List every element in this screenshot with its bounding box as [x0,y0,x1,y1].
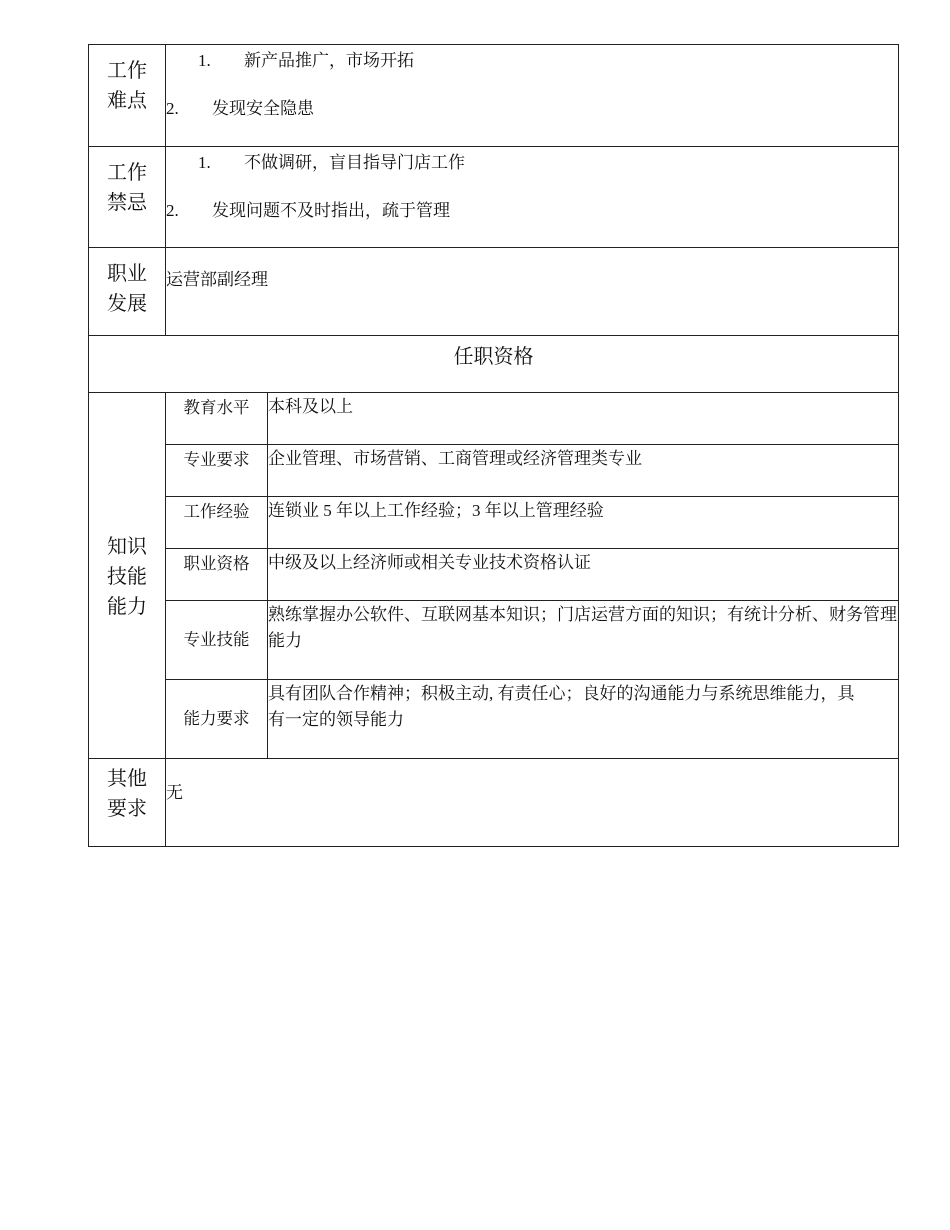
qualification-row [89,336,899,393]
job-spec-table [88,44,899,847]
certification-value: 中级及以上经济师或相关专业技术资格认证 [268,549,899,601]
taboo-label: 工作 禁忌 [89,147,166,248]
professional-skills-value: 熟练掌握办公软件、互联网基本知识；门店运营方面的知识；有统计分析、财务管理能力 [268,601,899,680]
major-label: 专业要求 [166,445,268,497]
education-value: 本科及以上 [268,393,899,445]
experience-label: 工作经验 [166,497,268,549]
ability-value: 具有团队合作精神；积极主动, 有责任心；良好的沟通能力与系统思维能力，具有一定的领导能力 [268,680,899,759]
difficulty-content [166,45,899,147]
career-row [89,248,899,336]
skills-row [89,445,899,497]
list-item: 2. 发现问题不及时指出，疏于管理 [166,201,450,220]
skills-row [89,393,899,445]
taboo-row [89,147,899,248]
career-value: 运营部副经理 [166,248,899,336]
skills-row [89,601,899,680]
other-value: 无 [166,759,899,847]
experience-value: 连锁业 5 年以上工作经验；3 年以上管理经验 [268,497,899,549]
taboo-content [166,147,899,248]
job-spec-page [88,44,898,847]
skills-label: 知识 技能 能力 [89,393,166,759]
difficulty-label: 工作 难点 [89,45,166,147]
career-label: 职业 发展 [89,248,166,336]
difficulty-row [89,45,899,147]
education-label: 教育水平 [166,393,268,445]
certification-label: 职业资格 [166,549,268,601]
list-item: 1. 新产品推广，市场开拓 [198,51,414,70]
skills-row [89,680,899,759]
other-row [89,759,899,847]
major-value: 企业管理、市场营销、工商管理或经济管理类专业 [268,445,899,497]
ability-label: 能力要求 [166,680,268,759]
skills-row [89,497,899,549]
list-item: 2. 发现安全隐患 [166,99,314,118]
other-label: 其他 要求 [89,759,166,847]
professional-skills-label: 专业技能 [166,601,268,680]
skills-row [89,549,899,601]
qualification-title: 任职资格 [89,336,899,393]
list-item: 1. 不做调研，盲目指导门店工作 [198,153,465,172]
